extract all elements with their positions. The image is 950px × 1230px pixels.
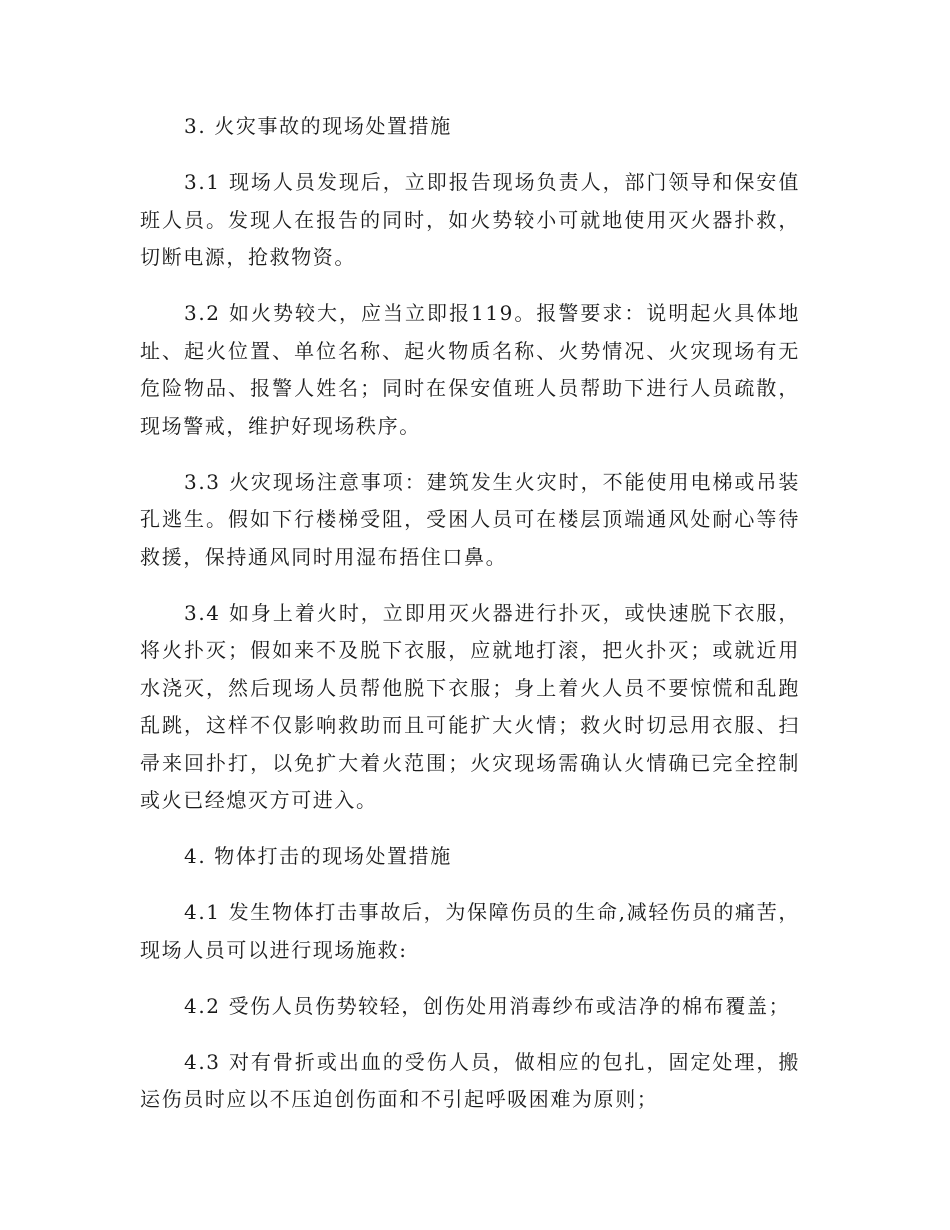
section-heading-4: 4. 物体打击的现场处置措施 <box>184 844 452 868</box>
section-heading-3: 3. 火灾事故的现场处置措施 <box>184 114 452 138</box>
paragraph-4-2: 4.2 受伤人员伤势较轻，创伤处用消毒纱布或洁净的棉布覆盖； <box>184 993 791 1018</box>
paragraph-4-1: 4.1 发生物体打击事故后，为保障伤员的生命,减轻伤员的痛苦，现场人员可以进行现场施救: <box>140 900 800 962</box>
paragraph-3-4: 3.4 如身上着火时，立即用灭火器进行扑灭，或快速脱下衣服，将火扑灭；假如来不及脱下衣服，应就地打滚，把火扑灭；或就近用水浇灭，然后现场人员帮他脱下衣服；身上着火人员不要惊慌和乱跑乱跳，这样不仅影响救助而且可能扩大火情；救火时切忌用衣服、扫帚来回扑打，以免扩大着火范围；火灾现场需确认火情确已完全控制或火已经熄灭方可进入。 <box>140 600 800 812</box>
paragraph-3-2: 3.2 如火势较大，应当立即报119。报警要求：说明起火具体地址、起火位置、单位名称、起火物质名称、火势情况、火灾现场有无危险物品、报警人姓名；同时在保安值班人员帮助下进行人员疏散，现场警戒，维护好现场秩序。 <box>140 301 800 438</box>
document-body <box>140 108 800 1137</box>
paragraph-4-3: 4.3 对有骨折或出血的受伤人员，做相应的包扎，固定处理，搬运伤员时应以不压迫创伤面和不引起呼吸困难为原则； <box>140 1049 800 1111</box>
paragraph-3-1: 3.1 现场人员发现后，立即报告现场负责人，部门领导和保安值班人员。发现人在报告的同时，如火势较小可就地使用灭火器扑救，切断电源，抢救物资。 <box>140 170 800 269</box>
paragraph-3-3: 3.3 火灾现场注意事项：建筑发生火灾时，不能使用电梯或吊装孔逃生。假如下行楼梯受阻，受困人员可在楼层顶端通风处耐心等待救援，保持通风同时用湿布捂住口鼻。 <box>140 469 800 569</box>
